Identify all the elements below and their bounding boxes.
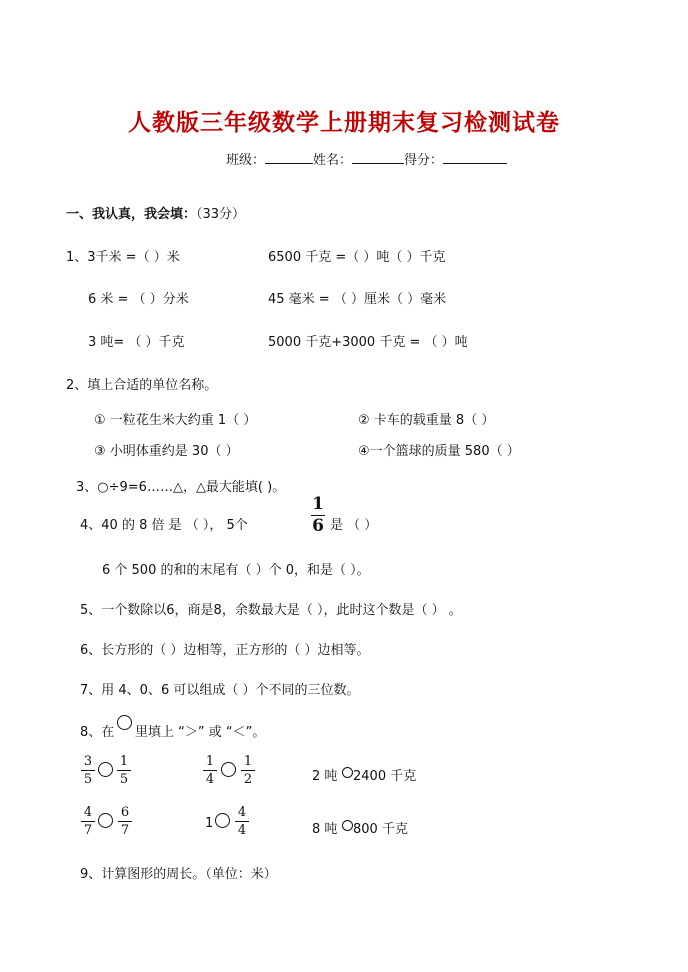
compare-circle-icon <box>117 715 132 730</box>
numerator: 1 <box>205 754 215 769</box>
class-blank <box>265 150 313 164</box>
q4-part-a-suffix: 是 （ ） <box>330 518 378 533</box>
q1-f: 5000 千克+3000 千克 = （ ）吨 <box>268 335 468 350</box>
compare-circle-icon <box>98 813 113 828</box>
q9-text: 9、计算图形的周长。（单位：米） <box>80 867 277 882</box>
class-label: 班级： <box>226 153 266 168</box>
q8-e-left: 1 <box>205 816 214 831</box>
q2-a: ① 一粒花生米大约重 1（ ） <box>94 413 257 428</box>
numerator: 1 <box>119 754 129 769</box>
q1-c: 6 米 = （ ）分米 <box>88 292 189 307</box>
q8-f-left: 8 吨 <box>312 822 338 837</box>
q4-fraction <box>311 495 325 536</box>
q8-c-right: 2400 千克 <box>353 769 417 784</box>
fraction-bar <box>117 770 131 771</box>
numerator: 6 <box>120 805 130 820</box>
name-blank <box>352 150 404 164</box>
q1-d: 45 毫米 = （ ）厘米（ ）毫米 <box>268 292 447 307</box>
fraction-bar <box>81 770 95 771</box>
q1-a: 1、3千米 =（ ）米 <box>66 250 180 265</box>
fraction-bar <box>203 770 217 771</box>
compare-circle-icon <box>221 762 236 777</box>
fraction-bar <box>241 770 255 771</box>
q2-stem: 2、填上合适的单位名称。 <box>66 378 218 393</box>
score-label: 得分： <box>404 153 444 168</box>
q8-suffix: 里填上 “＞” 或 “＜”。 <box>135 725 266 740</box>
q4-part-b: 6 个 500 的和的末尾有（ ）个 0，和是（ ）。 <box>102 563 370 578</box>
denominator: 7 <box>120 823 130 838</box>
q8-d-right-fraction <box>118 805 132 838</box>
q2-d: ④一个篮球的质量 580（ ） <box>358 444 520 459</box>
student-info-line <box>226 149 507 168</box>
numerator: 4 <box>237 805 247 820</box>
denominator: 5 <box>83 772 93 787</box>
fraction-bar <box>81 821 95 822</box>
section-1-title: 一、我认真，我会填： <box>66 207 197 222</box>
q6-text: 6、长方形的（ ）边相等，正方形的（ ）边相等。 <box>80 643 370 658</box>
q8-b-right-fraction <box>241 754 255 787</box>
score-blank <box>443 150 507 164</box>
section-1-heading <box>66 203 245 222</box>
q8-e-right-fraction <box>235 805 249 838</box>
numerator: 1 <box>243 754 253 769</box>
q2-c: ③ 小明体重约是 30（ ） <box>94 444 239 459</box>
denominator: 4 <box>237 823 247 838</box>
q8-c-left: 2 吨 <box>312 769 338 784</box>
compare-circle-icon <box>342 820 353 831</box>
compare-circle-icon <box>215 813 230 828</box>
q8-a-left-fraction <box>81 754 95 787</box>
q8-b-left-fraction <box>203 754 217 787</box>
q2-b: ② 卡车的载重量 8（ ） <box>358 413 495 428</box>
numerator: 3 <box>83 754 93 769</box>
denominator: 2 <box>243 772 253 787</box>
name-label: 姓名： <box>313 153 353 168</box>
q8-f-right: 800 千克 <box>353 822 408 837</box>
q8-d-left-fraction <box>81 805 95 838</box>
section-1-points: （33分） <box>196 207 246 222</box>
compare-circle-icon <box>342 767 353 778</box>
denominator: 4 <box>205 772 215 787</box>
q4-fraction-numerator: 1 <box>312 494 324 514</box>
compare-circle-icon <box>98 762 113 777</box>
q1-e: 3 吨= （ ）千克 <box>88 335 185 350</box>
denominator: 5 <box>119 772 129 787</box>
numerator: 4 <box>83 805 93 820</box>
page-title: 人教版三年级数学上册期末复习检测试卷 <box>128 109 560 136</box>
q7-text: 7、用 4、0、6 可以组成（ ）个不同的三位数。 <box>80 683 360 698</box>
fraction-bar <box>235 821 249 822</box>
q5-text: 5、一个数除以6，商是8，余数最大是（ ），此时这个数是（ ） 。 <box>80 603 462 618</box>
q8-prefix: 8、在 <box>80 725 115 740</box>
q4-part-a: 4、40 的 8 倍 是 （ ）， 5个 <box>80 518 248 533</box>
q8-a-right-fraction <box>117 754 131 787</box>
q1-b: 6500 千克 =（ ）吨（ ）千克 <box>268 250 446 265</box>
q4-fraction-denominator: 6 <box>312 516 324 536</box>
q3-text: 3、○÷9=6……△，△最大能填( )。 <box>76 480 286 495</box>
fraction-bar <box>118 821 132 822</box>
denominator: 7 <box>83 823 93 838</box>
